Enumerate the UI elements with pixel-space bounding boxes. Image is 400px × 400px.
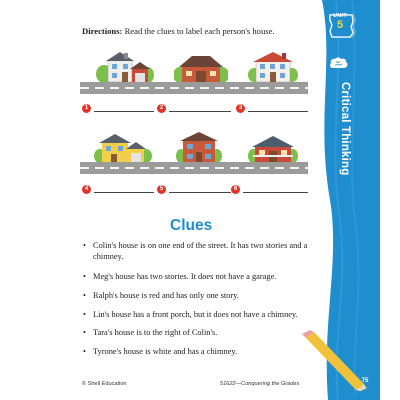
answer-number-badge: 5	[157, 185, 166, 194]
answer-number-badge: 4	[82, 185, 91, 194]
bullet-icon: •	[83, 310, 86, 319]
house-1-illustration	[96, 50, 154, 84]
answer-number-badge: 2	[157, 104, 166, 113]
unit-number: 5	[336, 19, 344, 31]
vertical-section-title	[337, 82, 351, 202]
footer-publisher: © Shell Education	[82, 381, 127, 387]
section-title-text: Critical Thinking	[339, 82, 351, 176]
directions-text: Read the clues to label each person's house.	[124, 26, 275, 36]
answer-number-badge: 6	[231, 185, 240, 194]
answer-line-3[interactable]	[236, 104, 308, 114]
bullet-icon: •	[83, 241, 86, 250]
directions	[82, 26, 275, 36]
answer-line-2[interactable]	[157, 104, 233, 114]
answer-line-1[interactable]	[82, 104, 154, 114]
answer-number-badge: 1	[82, 104, 91, 113]
bullet-icon: •	[83, 347, 86, 356]
answer-blank[interactable]	[248, 111, 308, 112]
footer-product: 51622—Conquering the Grades	[220, 381, 300, 387]
page-number: 75	[361, 378, 369, 384]
house-5-illustration	[176, 130, 222, 164]
directions-label: Directions:	[82, 26, 123, 36]
pencil-decoration	[300, 328, 380, 400]
answer-line-5[interactable]	[157, 185, 233, 195]
house-4-illustration	[94, 132, 152, 164]
street-bottom	[80, 162, 308, 174]
answer-blank[interactable]	[94, 192, 154, 193]
answer-blank[interactable]	[169, 111, 231, 112]
bullet-icon: •	[83, 272, 86, 281]
bullet-icon: •	[83, 328, 86, 337]
worksheet-page: Directions: Read the clues to label each person's house. UNIT 5 Critical Thinking 1 2 3 4 5 6 Clues • Colin's house is on one end of the street. It has two stories and a chimney. • Meg's house has two stories. It does not have a garage. • Ralph's house is red and has only one story. • Lin's house has a front porch, but it does not have a chimney. • Tara's house is to the right of Colin's. • Tyrone's house is white and has a chimney. © Shell Education 51622—Conquering the Grades 75	[0, 0, 400, 400]
answer-number-badge: 3	[236, 104, 245, 113]
answer-blank[interactable]	[243, 192, 308, 193]
brain-icon	[329, 56, 349, 72]
house-6-illustration	[248, 134, 298, 164]
answer-blank[interactable]	[94, 111, 154, 112]
bullet-icon: •	[83, 291, 86, 300]
unit-label: UNIT	[332, 13, 348, 19]
house-2-illustration	[174, 52, 228, 84]
house-3-illustration	[248, 50, 298, 84]
answer-blank[interactable]	[169, 192, 231, 193]
street-top	[80, 82, 308, 94]
answer-line-4[interactable]	[82, 185, 154, 195]
answer-line-6[interactable]	[231, 185, 308, 195]
clues-heading: Clues	[170, 217, 213, 234]
